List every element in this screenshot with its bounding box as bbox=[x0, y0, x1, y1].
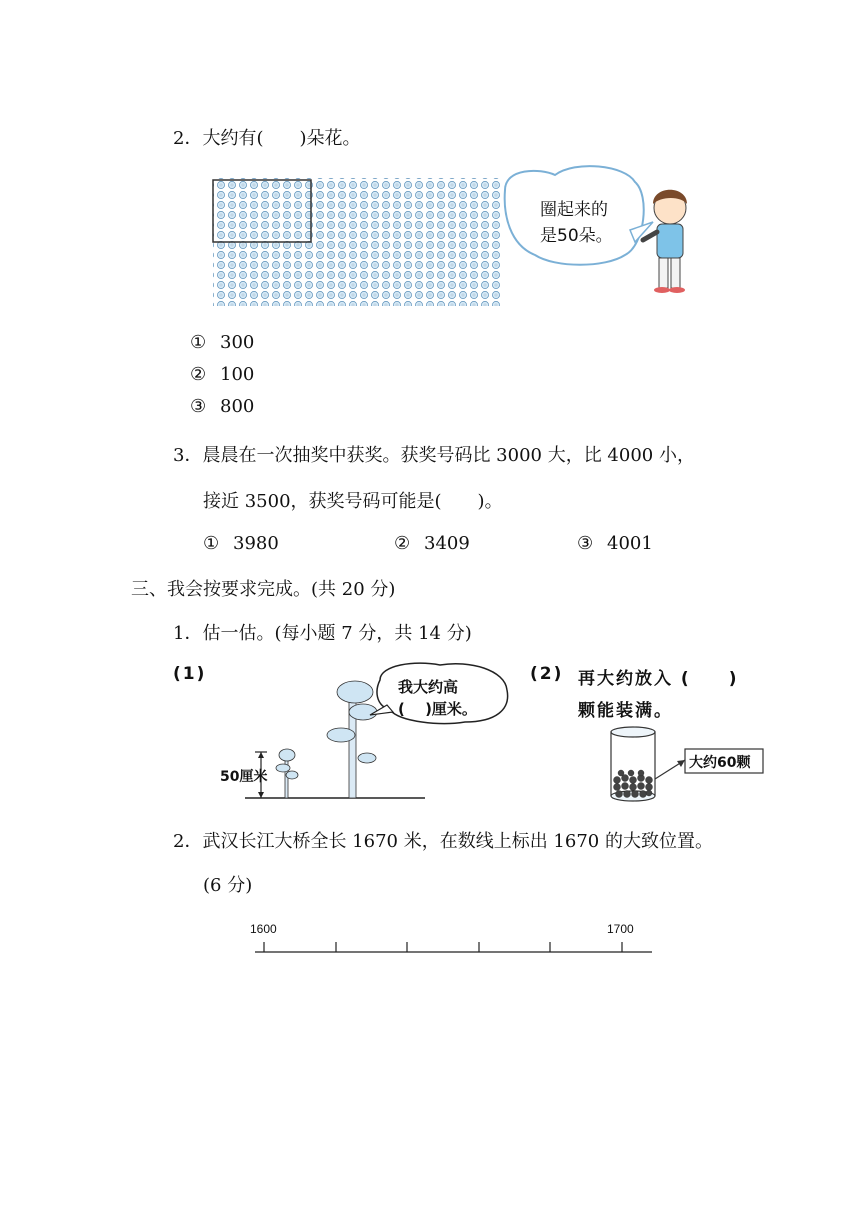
section3-q2-line1: 2．武汉长江大桥全长 1670 米，在数线上标出 1670 的大致位置。 bbox=[173, 831, 713, 852]
q3-option-2[interactable] bbox=[394, 532, 470, 556]
flower-illustration bbox=[205, 160, 705, 310]
tree-speech-text bbox=[398, 676, 477, 720]
q3-stem-line1: 3．晨晨在一次抽奖中获奖。获奖号码比 3000 大，比 4000 小， bbox=[173, 445, 695, 466]
tall-tree-icon bbox=[327, 681, 377, 798]
height-label: 50厘米 bbox=[220, 769, 268, 785]
q2-option-1[interactable] bbox=[190, 331, 254, 355]
option-number: ② bbox=[190, 364, 207, 385]
part1-label: (1) bbox=[173, 664, 207, 684]
option-number: ③ bbox=[577, 533, 594, 554]
number-line-end-label: 1700 bbox=[607, 922, 634, 936]
child-figure-icon bbox=[643, 190, 687, 293]
option-number: ① bbox=[190, 332, 207, 353]
option-text: 100 bbox=[220, 364, 255, 385]
small-tree-icon bbox=[276, 749, 298, 798]
q2-option-2[interactable] bbox=[190, 363, 254, 387]
q2-option-3[interactable] bbox=[190, 395, 254, 419]
tree-speech-line-1: 我大约高 bbox=[398, 678, 459, 696]
tree-speech-line-2: ( )厘米。 bbox=[398, 700, 477, 718]
option-number: ③ bbox=[190, 396, 207, 417]
number-line[interactable] bbox=[250, 915, 660, 960]
option-number: ② bbox=[394, 533, 411, 554]
number-line-start-label: 1600 bbox=[250, 922, 277, 936]
part2-label: (2) bbox=[530, 664, 564, 684]
option-text: 4001 bbox=[607, 533, 653, 554]
q3-option-3[interactable] bbox=[577, 532, 653, 556]
section3-q2-line2: (6 分) bbox=[203, 875, 253, 896]
option-text: 3409 bbox=[424, 533, 470, 554]
jar-icon bbox=[611, 727, 655, 801]
q3-stem-line2: 接近 3500，获奖号码可能是( )。 bbox=[203, 491, 503, 512]
option-number: ① bbox=[203, 533, 220, 554]
option-text: 3980 bbox=[233, 533, 279, 554]
section3-q1-title: 1．估一估。(每小题 7 分，共 14 分) bbox=[173, 623, 472, 644]
q2-stem: 2．大约有( )朵花。 bbox=[173, 128, 361, 149]
part2-line1: 再大约放入 ( ) bbox=[578, 669, 739, 689]
speech-line-2: 是50朵。 bbox=[540, 226, 613, 246]
speech-line-1: 圈起来的 bbox=[540, 200, 608, 220]
part2-line2: 颗能装满。 bbox=[578, 701, 673, 721]
speech-text bbox=[540, 197, 613, 249]
option-text: 800 bbox=[220, 396, 255, 417]
q3-option-1[interactable] bbox=[203, 532, 279, 556]
section3-title: 三、我会按要求完成。(共 20 分) bbox=[131, 579, 396, 600]
jar-tag-text: 大约60颗 bbox=[689, 755, 751, 771]
option-text: 300 bbox=[220, 332, 255, 353]
